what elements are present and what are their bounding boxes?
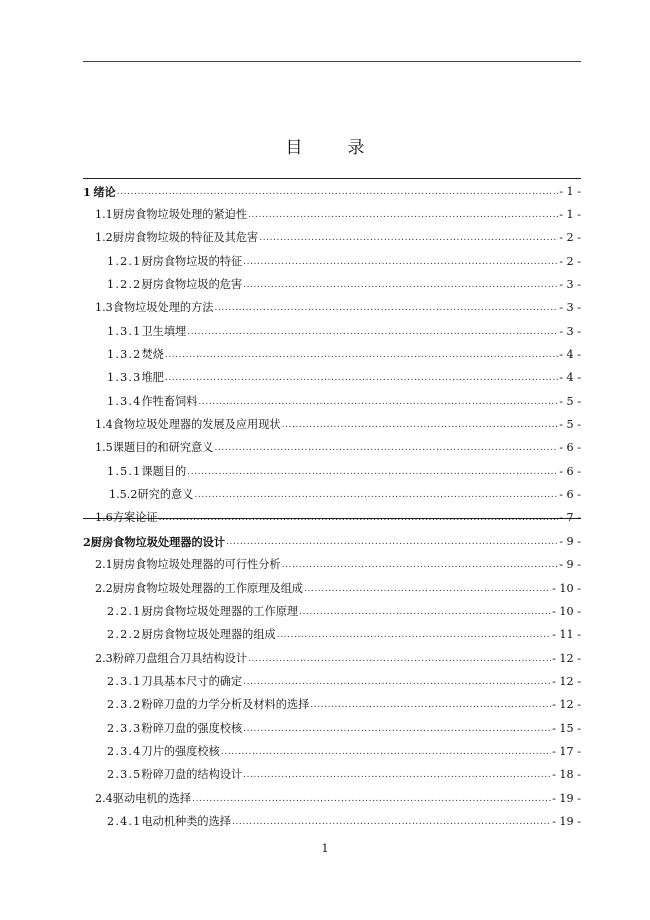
- toc-entry-1-2[interactable]: 1.2 厨房食物垃圾的特征及其危害 ..... - 2 -: [83, 227, 581, 250]
- toc-entry-1-5[interactable]: 1.5 课题目的和研究意义 ..... - 6 -: [83, 437, 581, 460]
- toc-entry-2-4-1[interactable]: 2.4.1 电动机种类的选择 ..... - 19 -: [83, 810, 581, 833]
- toc-entry-2-4[interactable]: 2.4 驱动电机的选择 ..... - 19 -: [83, 787, 581, 810]
- toc-entry-1-2-2[interactable]: 1.2.2 厨房食物垃圾的危害 ..... - 3 -: [83, 273, 581, 296]
- toc-entry-1-6[interactable]: 1.6 方案论证 ..... - 7 -: [83, 507, 581, 530]
- toc-entry-1-3-1[interactable]: 1.3.1 卫生填埋 ..... - 3 -: [83, 320, 581, 343]
- toc-entry-1-2-1[interactable]: 1.2.1 厨房食物垃圾的特征 ..... - 2 -: [83, 250, 581, 273]
- toc-entry-chapter-1[interactable]: 1 绪论 ..... - 1 -: [83, 180, 581, 203]
- toc-entry-1-5-1[interactable]: 1.5.1 课题目的 ..... - 6 -: [83, 460, 581, 483]
- toc-entry-2-3-1[interactable]: 2.3.1 刀具基本尺寸的确定 ..... - 12 -: [83, 670, 581, 693]
- toc-entry-1-3-3[interactable]: 1.3.3 堆肥 ..... - 4 -: [83, 367, 581, 390]
- toc-entry-1-1[interactable]: 1.1 厨房食物垃圾处理的紧迫性 ..... - 1 -: [83, 203, 581, 226]
- toc-entry-1-3-2[interactable]: 1.3.2 焚烧 ..... - 4 -: [83, 343, 581, 366]
- toc-entry-2-2-2[interactable]: 2.2.2 厨房食物垃圾处理器的组成 ..... - 11 -: [83, 624, 581, 647]
- table-of-contents: [83, 180, 581, 834]
- toc-entry-2-2[interactable]: 2.2 厨房食物垃圾处理器的工作原理及组成 ..... - 10 -: [83, 577, 581, 600]
- toc-entry-2-3[interactable]: 2.3 粉碎刀盘组合刀具结构设计 ..... - 12 -: [83, 647, 581, 670]
- toc-entry-1-4[interactable]: 1.4 食物垃圾处理器的发展及应用现状 ..... - 5 -: [83, 413, 581, 436]
- toc-entry-2-3-4[interactable]: 2.3.4 刀片的强度校核 ..... - 17 -: [83, 740, 581, 763]
- toc-entry-2-3-3[interactable]: 2.3.3 粉碎刀盘的强度校核 ..... - 15 -: [83, 717, 581, 740]
- toc-entry-2-3-5[interactable]: 2.3.5 粉碎刀盘的结构设计 ..... - 18 -: [83, 764, 581, 787]
- page-title: 目 录: [285, 138, 379, 158]
- toc-entry-chapter-2[interactable]: 2 厨房食物垃圾处理器的设计 ..... - 9 -: [83, 530, 581, 553]
- toc-entry-1-5-2[interactable]: 1.5.2 研究的意义 ..... - 6 -: [83, 483, 581, 506]
- toc-entry-2-1[interactable]: 2.1 厨房食物垃圾处理器的可行性分析 ..... - 9 -: [83, 554, 581, 577]
- toc-entry-2-2-1[interactable]: 2.2.1 厨房食物垃圾处理器的工作原理 ..... - 10 -: [83, 600, 581, 623]
- chapter-divider: [83, 178, 581, 179]
- header-rule: [83, 61, 581, 62]
- page-number: 1: [321, 842, 329, 855]
- toc-entry-1-3[interactable]: 1.3 食物垃圾处理的方法 ..... - 3 -: [83, 297, 581, 320]
- toc-entry-2-3-2[interactable]: 2.3.2 粉碎刀盘的力学分析及材料的选择 ..... - 12 -: [83, 694, 581, 717]
- toc-entry-1-3-4[interactable]: 1.3.4 作牲畜饲料 ..... - 5 -: [83, 390, 581, 413]
